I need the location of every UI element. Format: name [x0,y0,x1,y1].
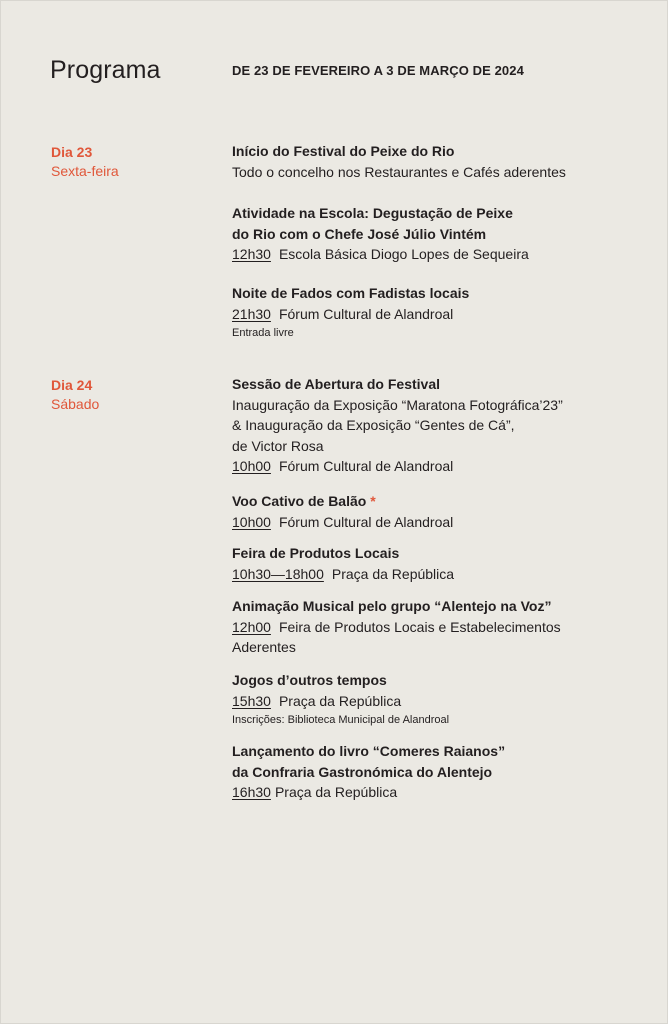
event-location: Praça da República [274,784,398,800]
event-time-location [232,564,632,585]
event-title: Atividade na Escola: Degustação de Peixe [232,205,513,221]
event-description-line-1: Inauguração da Exposição “Maratona Fotográfica’23” [232,396,563,413]
event-book-launch [232,741,632,803]
day-weekday: Sexta-feira [51,163,119,179]
event-title: Jogos d’outros tempos [232,672,387,688]
event-time-location [232,456,632,477]
event-title-line-2: do Rio com o Chefe José Júlio Vintém [232,225,487,242]
event-time-location [232,244,632,265]
event-time-location [232,782,632,803]
event-location: Escola Básica Diogo Lopes de Sequeira [278,246,529,262]
event-note: Inscrições: Biblioteca Municipal de Alandroal [232,714,450,726]
event-location: Feira de Produtos Locais e Estabelecimentos [278,618,561,635]
event-local-products [232,543,632,584]
event-time: 15h30 [232,692,271,709]
event-time-location [232,617,632,638]
day-label-24 [51,376,99,414]
event-description: Todo o concelho nos Restaurantes e Cafés aderentes [232,163,566,180]
event-location: Praça da República [331,565,455,582]
event-time: 10h00 [232,458,271,474]
event-location: Praça da República [278,692,402,709]
event-time: 21h30 [232,305,271,322]
day-number: Dia 23 [51,144,93,160]
event-note: Entrada livre [232,327,294,339]
day-weekday: Sábado [51,396,100,412]
day-number: Dia 24 [51,377,93,393]
event-music [232,596,632,658]
event-school-activity [232,203,632,265]
day-label-23 [51,143,119,181]
page-title: Programa [50,56,161,84]
event-time: 12h00 [232,618,271,635]
event-balloon [232,491,632,532]
event-location-line-2: Aderentes [232,639,296,655]
event-description-line-2: & Inauguração da Exposição “Gentes de Cá”, [232,417,515,433]
event-title: Lançamento do livro “Comeres Raianos” [232,743,506,759]
event-time-location [232,304,632,325]
event-description-line-3: de Victor Rosa [232,437,324,454]
date-range: DE 23 DE FEVEREIRO A 3 DE MARÇO DE 2024 [232,63,524,78]
event-title: Noite de Fados com Fadistas locais [232,285,470,301]
event-opening-session [232,374,632,477]
event-time-location [232,512,632,533]
event-time: 12h30 [232,246,271,262]
event-title: Voo Cativo de Balão [232,493,367,509]
event-location: Fórum Cultural de Alandroal [278,513,454,530]
event-title-row [232,491,632,512]
event-time: 10h30—18h00 [232,565,324,582]
event-location: Fórum Cultural de Alandroal [278,458,454,474]
event-title: Início do Festival do Peixe do Rio [232,143,455,159]
event-title: Animação Musical pelo grupo “Alentejo na Voz” [232,598,552,614]
event-time: 16h30 [232,784,271,800]
asterisk-marker: * [370,493,376,509]
event-time: 10h00 [232,513,271,530]
event-fado-night [232,283,632,342]
event-title-line-2: da Confraria Gastronómica do Alentejo [232,763,493,780]
event-title: Sessão de Abertura do Festival [232,376,440,392]
event-title: Feira de Produtos Locais [232,545,400,561]
event-location: Fórum Cultural de Alandroal [278,305,454,322]
event-time-location [232,691,632,712]
event-festival-start [232,141,632,182]
event-old-games [232,670,632,729]
